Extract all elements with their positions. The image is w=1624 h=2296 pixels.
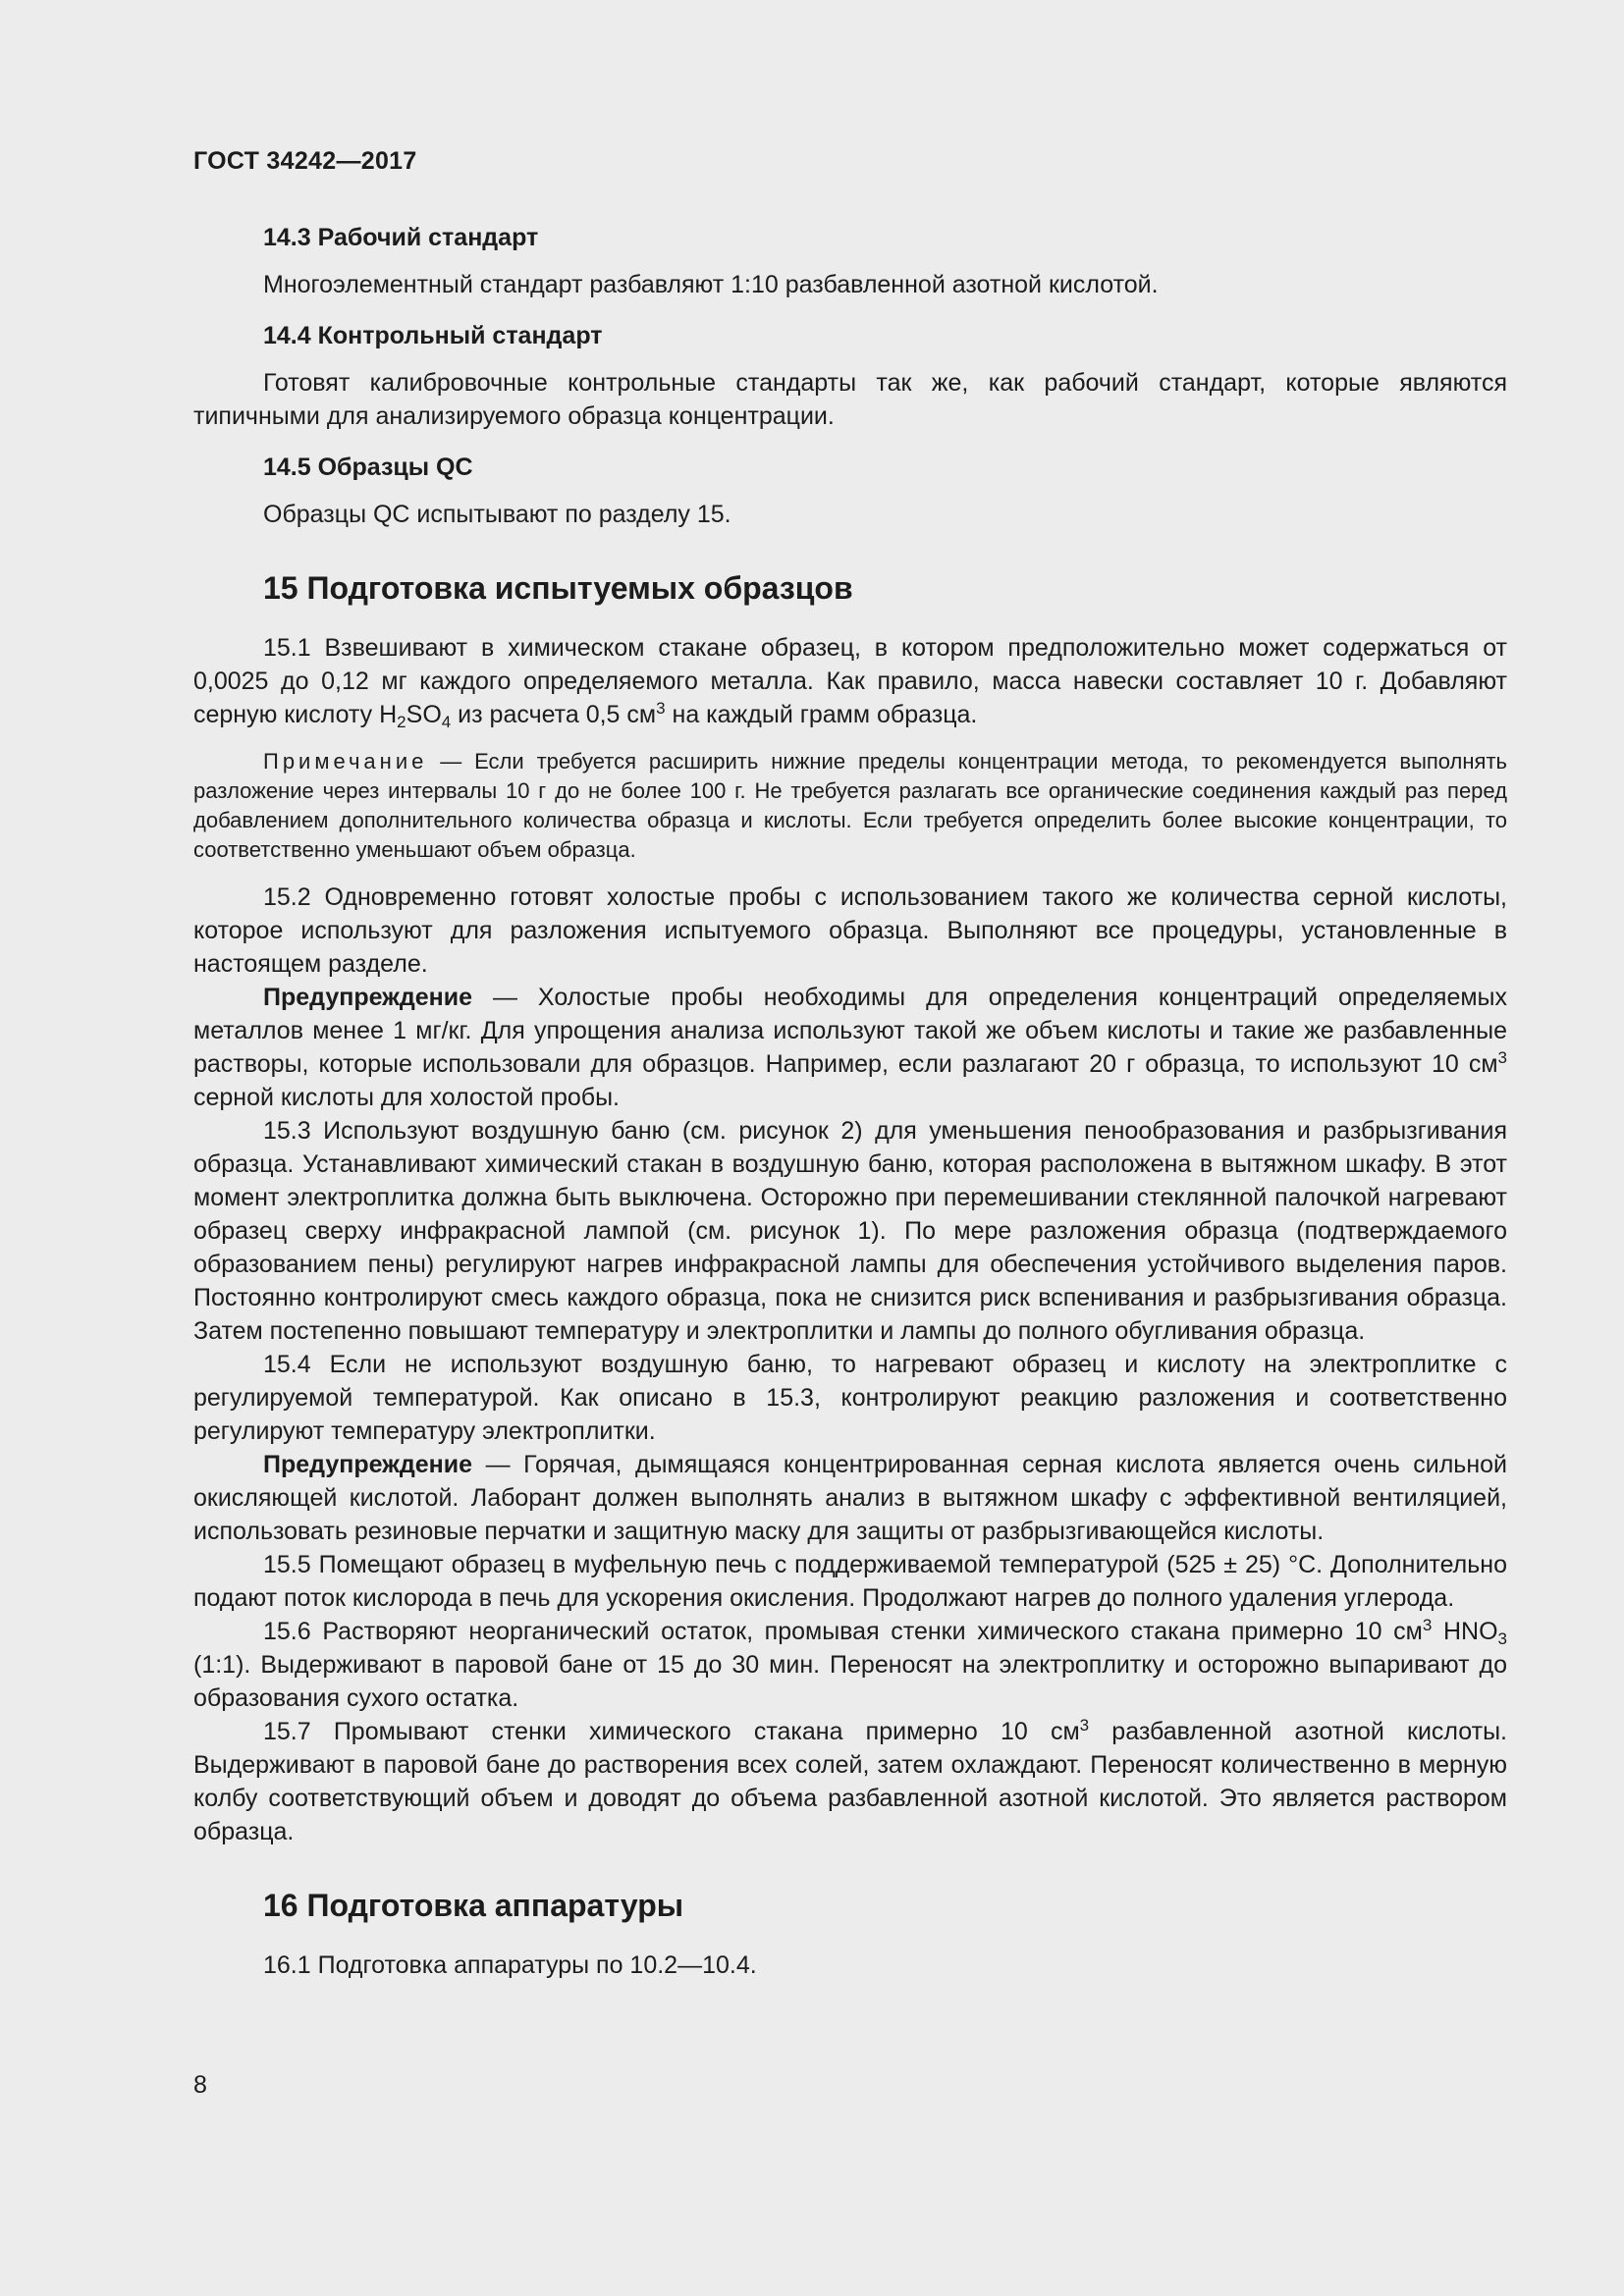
heading-14-4: 14.4 Контрольный стандарт (263, 322, 603, 349)
paragraph-15-3: 15.3 Используют воздушную баню (см. рисунок 2) для уменьшения пенообразования и разбрызгивания образца. Устанавливают химический стакан в воздушную баню, которая расположена в вытяжном шкафу. В этот момент электроплитка должна быть выключена. Осторожно при перемешивании стеклянной палочкой нагревают образец сверху инфракрасной лампой (см. рисунок 1). По мере разложения образца (подтверждаемого образованием пены) регулируют нагрев инфракрасной лампы для обеспечения устойчивого выделения паров. Постоянно контролируют смесь каждого образца, пока не снизится риск вспенивания и разбрызгивания образца. Затем постепенно повышают температуру и электроплитки и лампы до полного обугливания образца. (193, 1117, 1507, 1345)
paragraph-14-4: Готовят калибровочные контрольные стандарты так же, как рабочий стандарт, которые являются типичными для анализируемого образца концентрации. (193, 369, 1507, 430)
page-content (193, 221, 1507, 1982)
note-15-1: Примечание — Если требуется расширить нижние пределы концентрации метода, то рекомендуется выполнять разложение через интервалы 10 г до не более 100 г. Не требуется разлагать все органические соединения каждый раз перед добавлением дополнительного количества образца и кислоты. Если требуется определить более высокие концентрации, то соответственно уменьшают объем образца. (193, 749, 1507, 862)
page-number: 8 (193, 2071, 207, 2099)
warning-label: Предупреждение (263, 1451, 473, 1478)
heading-section-15: 15 Подготовка испытуемых образцов (263, 570, 853, 606)
paragraph-14-3: Многоэлементный стандарт разбавляют 1:10 разбавленной азотной кислотой. (263, 271, 1159, 298)
note-label: Примечание (263, 749, 428, 774)
standard-code-header: ГОСТ 34242—2017 (193, 147, 417, 175)
warning-15-2: Предупреждение — Холостые пробы необходимы для определения концентраций определяемых металлов менее 1 мг/кг. Для упрощения анализа используют такой же объем кислоты и такие же разбавленные растворы, которые использовали для образцов. Например, если разлагают 20 г образца, то используют 10 $см^3$ серной кислоты для холостой пробы. (193, 984, 1507, 1111)
paragraph-15-7: 15.7 Промывают стенки химического стакана примерно 10 $см^3$ разбавленной азотной кислоты. Выдерживают в паровой бане до растворения всех солей, затем охлаждают. Переносят количественно в мерную колбу соответствующий объем и доводят до объема разбавленной азотной кислотой. Это является раствором образца. (193, 1715, 1507, 1845)
paragraph-16-1: 16.1 Подготовка аппаратуры по 10.2—10.4. (263, 1951, 757, 1979)
heading-section-16: 16 Подготовка аппаратуры (263, 1888, 684, 1923)
warning-15-4: Предупреждение — Горячая, дымящаяся концентрированная серная кислота является очень сильной окисляющей кислотой. Лаборант должен выполнять анализ в вытяжном шкафу с эффективной вентиляцией, использовать резиновые перчатки и защитную маску для защиты от разбрызгивающейся кислоты. (193, 1451, 1507, 1545)
warning-label: Предупреждение (263, 984, 473, 1011)
heading-14-5: 14.5 Образцы QC (263, 454, 473, 481)
paragraph-15-6: 15.6 Растворяют неорганический остаток, промывая стенки химического стакана примерно 10 $см^3$ $HNO_3$ (1:1). Выдерживают в паровой бане от 15 до 30 мин. Переносят на электроплитку и осторожно выпаривают до образования сухого остатка. (193, 1615, 1508, 1712)
paragraph-15-4: 15.4 Если не используют воздушную баню, то нагревают образец и кислоту на электроплитке с регулируемой температурой. Как описано в 15.3, контролируют реакцию разложения и соответственно регулируют температуру электроплитки. (193, 1351, 1507, 1445)
paragraph-15-5: 15.5 Помещают образец в муфельную печь с поддерживаемой температурой (525 ± 25) °С. Дополнительно подают поток кислорода в печь для ускорения окисления. Продолжают нагрев до полного удаления углерода. (193, 1551, 1507, 1612)
paragraph-15-2: 15.2 Одновременно готовят холостые пробы с использованием такого же количества серной кислоты, которое используют для разложения испытуемого образца. Выполняют все процедуры, установленные в настоящем разделе. (193, 883, 1507, 978)
paragraph-15-1: 15.1 Взвешивают в химическом стакане образец, в котором предположительно может содержаться от 0,0025 до 0,12 мг каждого определяемого металла. Как правило, масса навески составляет 10 г. Добавляют серную кислоту $H_2SO_4$ из расчета 0,5 $см^3$ на каждый грамм образца. (193, 634, 1507, 732)
heading-14-3: 14.3 Рабочий стандарт (263, 224, 539, 251)
paragraph-14-5: Образцы QC испытывают по разделу 15. (263, 501, 731, 528)
